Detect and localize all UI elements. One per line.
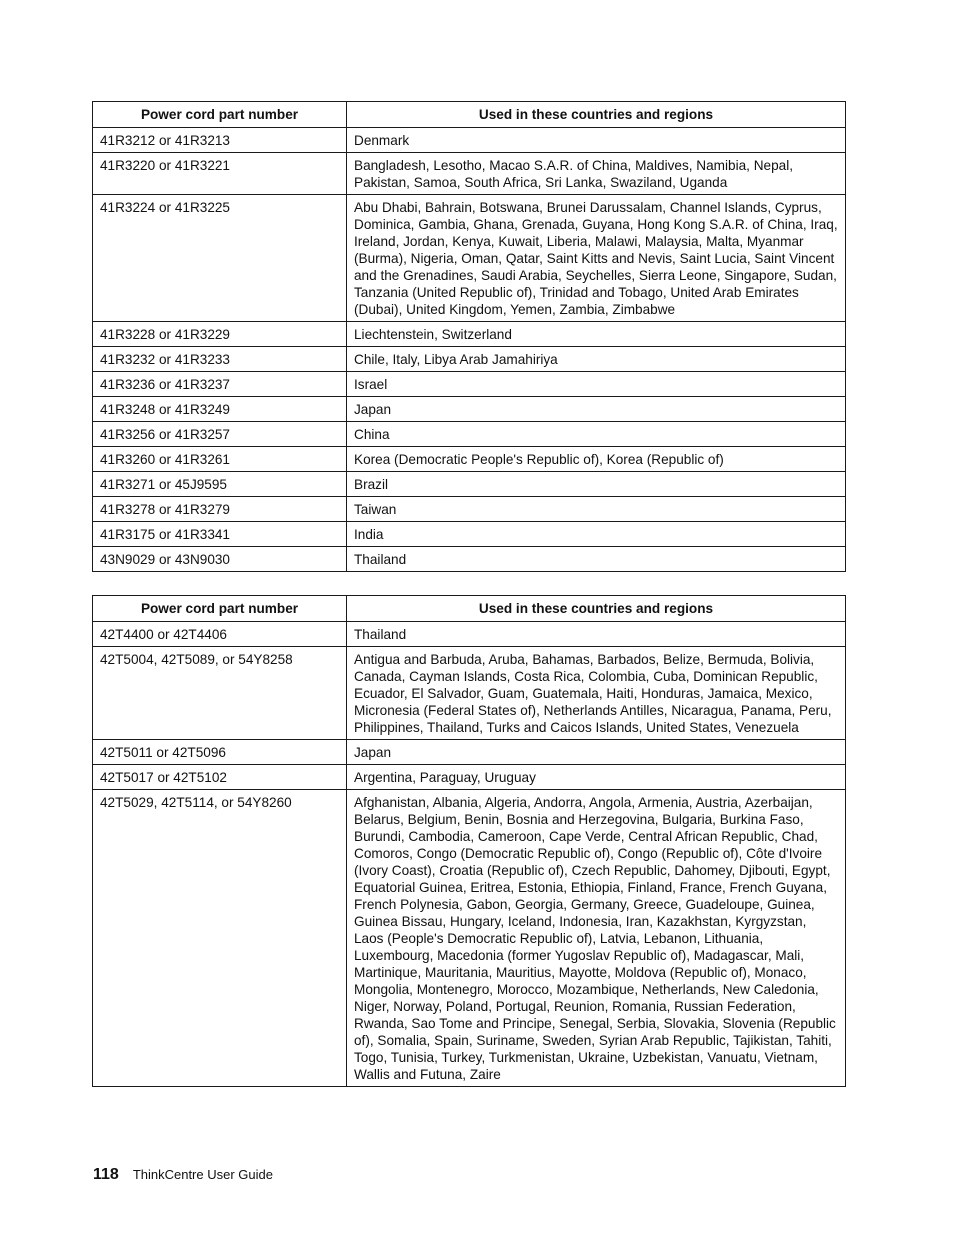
- part-number-cell: 42T5029, 42T5114, or 54Y8260: [93, 790, 347, 1087]
- table-row: [93, 622, 846, 647]
- part-number-cell: 42T5004, 42T5089, or 54Y8258: [93, 647, 347, 740]
- table-row: [93, 153, 846, 195]
- table-row: [93, 522, 846, 547]
- regions-cell: Chile, Italy, Libya Arab Jamahiriya: [347, 347, 846, 372]
- part-number-cell: 41R3232 or 41R3233: [93, 347, 347, 372]
- page-footer: [93, 1165, 273, 1185]
- regions-cell: Japan: [347, 397, 846, 422]
- table-row: [93, 422, 846, 447]
- column-header-regions: Used in these countries and regions: [347, 596, 846, 622]
- table-body: [93, 622, 846, 1087]
- regions-cell: Abu Dhabi, Bahrain, Botswana, Brunei Darussalam, Channel Islands, Cyprus, Dominica, Gambia, Ghana, Grenada, Guyana, Hong Kong S.A.R. of China, Iraq, Ireland, Jordan, Kenya, Kuwait, Liberia, Malawi, Malaysia, Malta, Myanmar (Burma), Nigeria, Oman, Qatar, Saint Kitts and Nevis, Saint Lucia, Saint Vincent and the Grenadines, Saudi Arabia, Seychelles, Sierra Leone, Singapore, Sudan, Tanzania (United Republic of), Trinidad and Tobago, United Arab Emirates (Dubai), United Kingdom, Yemen, Zambia, Zimbabwe: [347, 195, 846, 322]
- part-number-cell: 41R3256 or 41R3257: [93, 422, 347, 447]
- book-title: ThinkCentre User Guide: [132, 1167, 273, 1182]
- part-number-cell: 41R3248 or 41R3249: [93, 397, 347, 422]
- table-row: [93, 497, 846, 522]
- table-header-row: [93, 596, 846, 622]
- regions-cell: Antigua and Barbuda, Aruba, Bahamas, Barbados, Belize, Bermuda, Bolivia, Canada, Cayman Islands, Costa Rica, Colombia, Cuba, Dominican Republic, Ecuador, El Salvador, Guam, Guatemala, Haiti, Honduras, Jamaica, Mexico, Micronesia (Federal States of), Netherlands Antilles, Nicaragua, Panama, Peru, Philippines, Thailand, Turks and Caicos Islands, United States, Venezuela: [347, 647, 846, 740]
- regions-cell: Afghanistan, Albania, Algeria, Andorra, Angola, Armenia, Austria, Azerbaijan, Belarus, Belgium, Benin, Bosnia and Herzegovina, Bulgaria, Burkina Faso, Burundi, Cambodia, Cameroon, Cape Verde, Central African Republic, Chad, Comoros, Congo (Democratic Republic of), Congo (Republic of), Côte d'Ivoire (Ivory Coast), Croatia (Republic of), Czech Republic, Dahomey, Djibouti, Egypt, Equatorial Guinea, Eritrea, Estonia, Ethiopia, Finland, France, French Guyana, French Polynesia, Gabon, Georgia, Germany, Greece, Guadeloupe, Guinea, Guinea Bissau, Hungary, Iceland, Indonesia, Iran, Kazakhstan, Kyrgyzstan, Laos (People's Democratic Republic of), Latvia, Lebanon, Lithuania, Luxembourg, Macedonia (former Yugoslav Republic of), Madagascar, Mali, Martinique, Mauritania, Mauritius, Mayotte, Moldova (Republic of), Monaco, Mongolia, Montenegro, Morocco, Mozambique, Netherlands, New Caledonia, Niger, Norway, Poland, Portugal, Reunion, Romania, Russian Federation, Rwanda, Sao Tome and Principe, Senegal, Serbia, Slovakia, Slovenia (Republic of), Somalia, Spain, Suriname, Sweden, Syrian Arab Republic, Tajikistan, Tahiti, Togo, Tunisia, Turkey, Turkmenistan, Ukraine, Uzbekistan, Vanuatu, Vietnam, Wallis and Futuna, Zaire: [347, 790, 846, 1087]
- table-row: [93, 322, 846, 347]
- regions-cell: Bangladesh, Lesotho, Macao S.A.R. of China, Maldives, Namibia, Nepal, Pakistan, Samoa, South Africa, Sri Lanka, Swaziland, Uganda: [347, 153, 846, 195]
- table-row: [93, 372, 846, 397]
- column-header-part-number: Power cord part number: [93, 596, 347, 622]
- part-number-cell: 42T5011 or 42T5096: [93, 740, 347, 765]
- page-number: 118: [93, 1166, 119, 1183]
- regions-cell: Japan: [347, 740, 846, 765]
- part-number-cell: 41R3220 or 41R3221: [93, 153, 347, 195]
- regions-cell: Brazil: [347, 472, 846, 497]
- part-number-cell: 42T4400 or 42T4406: [93, 622, 347, 647]
- table-row: [93, 195, 846, 322]
- part-number-cell: 41R3271 or 45J9595: [93, 472, 347, 497]
- regions-cell: Thailand: [347, 547, 846, 572]
- regions-cell: China: [347, 422, 846, 447]
- column-header-regions: Used in these countries and regions: [347, 102, 846, 128]
- column-header-part-number: Power cord part number: [93, 102, 347, 128]
- table-row: [93, 740, 846, 765]
- regions-cell: Argentina, Paraguay, Uruguay: [347, 765, 846, 790]
- regions-cell: Korea (Democratic People's Republic of), Korea (Republic of): [347, 447, 846, 472]
- table-body: [93, 128, 846, 572]
- table-row: [93, 647, 846, 740]
- regions-cell: Thailand: [347, 622, 846, 647]
- table-row: [93, 547, 846, 572]
- part-number-cell: 41R3260 or 41R3261: [93, 447, 347, 472]
- part-number-cell: 41R3278 or 41R3279: [93, 497, 347, 522]
- part-number-cell: 42T5017 or 42T5102: [93, 765, 347, 790]
- table-header-row: [93, 102, 846, 128]
- table-row: [93, 347, 846, 372]
- table-row: [93, 447, 846, 472]
- part-number-cell: 41R3236 or 41R3237: [93, 372, 347, 397]
- table-row: [93, 128, 846, 153]
- regions-cell: India: [347, 522, 846, 547]
- power-cord-table-1: [92, 101, 846, 572]
- regions-cell: Taiwan: [347, 497, 846, 522]
- part-number-cell: 41R3224 or 41R3225: [93, 195, 347, 322]
- power-cord-table-2: [92, 595, 846, 1087]
- regions-cell: Denmark: [347, 128, 846, 153]
- table-row: [93, 397, 846, 422]
- part-number-cell: 41R3228 or 41R3229: [93, 322, 347, 347]
- regions-cell: Liechtenstein, Switzerland: [347, 322, 846, 347]
- table-row: [93, 790, 846, 1087]
- part-number-cell: 43N9029 or 43N9030: [93, 547, 347, 572]
- table-row: [93, 765, 846, 790]
- regions-cell: Israel: [347, 372, 846, 397]
- table-row: [93, 472, 846, 497]
- part-number-cell: 41R3175 or 41R3341: [93, 522, 347, 547]
- part-number-cell: 41R3212 or 41R3213: [93, 128, 347, 153]
